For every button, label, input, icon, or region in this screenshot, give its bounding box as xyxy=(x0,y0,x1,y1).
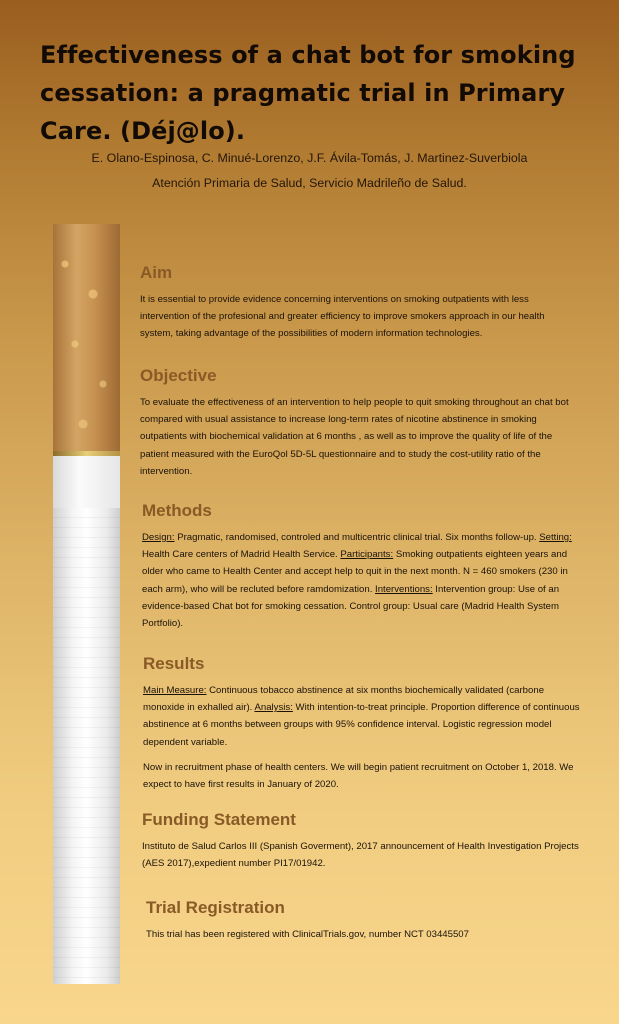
design-text: Pragmatic, randomised, controled and multicentric clinical trial. Six months follow-up. xyxy=(174,532,540,543)
objective-heading: Objective xyxy=(140,366,217,385)
main-measure-label: Main Measure: xyxy=(143,685,207,696)
participants-label: Participants: xyxy=(340,549,394,561)
interventions-label: Interventions: xyxy=(375,583,433,595)
registration-text: This trial has been registered with ClinicalTrials.gov, number NCT 03445507 xyxy=(146,929,469,940)
authors-line: E. Olano-Espinosa, C. Minué-Lorenzo, J.F. Ávila-Tomás, J. Martinez-Suverbiola xyxy=(91,151,528,165)
setting-text: Health Care centers of Madrid Health Service. xyxy=(142,549,341,561)
funding-text: Instituto de Salud Carlos III (Spanish Goverment), 2017 announcement of Health Investigation Projects (AES 2017),expedient number PI17/01942. xyxy=(142,841,579,870)
methods-section xyxy=(142,501,582,640)
aim-heading: Aim xyxy=(140,263,173,282)
objective-text: To evaluate the effectiveness of an intervention to help people to quit smoking throughout an chat bot compared with usual assistance to increase long-term rates of nicotine abstinence in smoking outpatients with biochemical validation at 6 months , as well as to improve the quality of life of the patient measured with the EuroQol 5D-5L questionnaire and to study the cost-utility ratio of the intervention. xyxy=(140,397,569,477)
methods-text xyxy=(142,529,582,632)
design-label: Design: xyxy=(142,532,175,543)
participants-text: Smoking outpatients eighteen years and older who came to Health Center and accept help to quit in the next month. N = 460 smokers (230 in each arm), who will be recluted before ramdomization. xyxy=(142,549,568,595)
results-text xyxy=(143,682,583,751)
results-status: Now in recruitment phase of health centers. We will begin patient recruitment on October 1, 2018. We expect to have first results in January of 2020. xyxy=(143,761,574,791)
methods-heading: Methods xyxy=(142,501,212,520)
analysis-text: With intention-to-treat principle. Proportion difference of continuous abstinence at 6 months between groups with 95% confidence interval. Logistic regression model dependent variable. xyxy=(143,702,580,748)
objective-section xyxy=(140,366,578,488)
aim-section xyxy=(140,263,578,351)
cigarette-band xyxy=(53,456,120,508)
poster-title: Effectiveness of a chat bot for smoking cessation: a pragmatic trial in Primary Care. (Déj@lo). xyxy=(40,41,576,145)
cigarette-paper xyxy=(53,508,120,984)
interventions-text: Intervention group: Use of an evidence-based Chat bot for smoking cessation. Control group: Usual care (Madrid Health System Portfolio). xyxy=(142,583,560,630)
registration-heading: Trial Registration xyxy=(146,898,285,917)
registration-section xyxy=(146,898,586,951)
results-heading: Results xyxy=(143,654,205,673)
funding-heading: Funding Statement xyxy=(142,810,296,829)
cigarette-illustration xyxy=(53,224,120,984)
setting-label: Setting: xyxy=(539,532,572,543)
main-measure-text: Continuous tobacco abstinence at six months biochemically validated (carbone monoxide in exhalled air). xyxy=(143,685,545,714)
aim-text: It is essential to provide evidence concerning interventions on smoking outpatients with less intervention of the profesional and greater efficiency to improve smokers approach in our health system, taking advantage of the possibilities of modern information technologies. xyxy=(140,294,545,340)
funding-section xyxy=(142,810,582,880)
results-section xyxy=(143,654,583,801)
affiliation-line: Atención Primaria de Salud, Servicio Madrileño de Salud. xyxy=(152,176,467,190)
cigarette-filter xyxy=(53,224,120,451)
analysis-label: Analysis: xyxy=(254,702,293,714)
